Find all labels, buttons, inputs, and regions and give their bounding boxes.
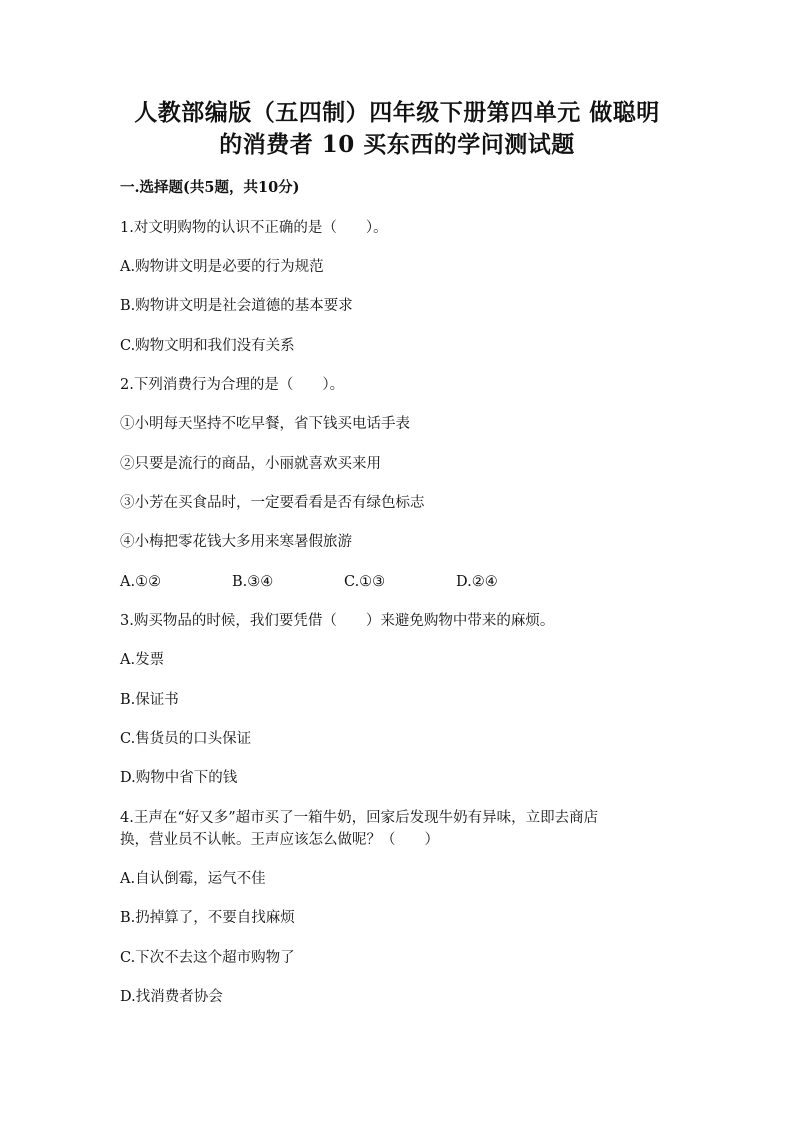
question-2-option-c: C.①③ bbox=[344, 574, 386, 590]
question-2-item-4: ④小梅把零花钱大多用来寒暑假旅游 bbox=[120, 534, 352, 550]
question-4-stem-line-1: 4.王声在“好又多”超市买了一箱牛奶，回家后发现牛奶有异味，立即去商店 bbox=[120, 810, 599, 826]
question-4-stem-line-2: 换，营业员不认帐。王声应该怎么做呢？（ ） bbox=[120, 832, 439, 848]
document-title-line-2: 的消费者 10 买东西的学问测试题 bbox=[219, 131, 575, 158]
question-2-item-3: ③小芳在买食品时，一定要看看是否有绿色标志 bbox=[120, 495, 425, 511]
question-2-stem: 2.下列消费行为合理的是（ ）。 bbox=[120, 377, 345, 393]
section-heading: 一.选择题(共5题，共10分) bbox=[120, 179, 300, 196]
question-2-option-a: A.①② bbox=[120, 574, 162, 590]
question-2-options bbox=[120, 572, 680, 592]
question-2-item-2: ②只要是流行的商品，小丽就喜欢买来用 bbox=[120, 456, 381, 472]
question-3-option-a: A.发票 bbox=[120, 652, 165, 668]
question-2-option-b: B.③④ bbox=[232, 574, 274, 590]
question-3-option-b: B.保证书 bbox=[120, 692, 179, 708]
question-2-item-1: ①小明每天坚持不吃早餐，省下钱买电话手表 bbox=[120, 416, 410, 432]
question-4-option-d: D.找消费者协会 bbox=[120, 989, 223, 1005]
question-4-option-a: A.自认倒霉，运气不佳 bbox=[120, 871, 266, 887]
question-3-option-d: D.购物中省下的钱 bbox=[120, 770, 238, 786]
question-1-option-c: C.购物文明和我们没有关系 bbox=[120, 338, 295, 354]
document-title-line-1: 人教部编版（五四制）四年级下册第四单元 做聪明 bbox=[134, 99, 660, 126]
question-3-option-c: C.售货员的口头保证 bbox=[120, 731, 252, 747]
question-3-stem: 3.购买物品的时候，我们要凭借（ ）来避免购物中带来的麻烦。 bbox=[120, 613, 555, 629]
question-4-option-c: C.下次不去这个超市购物了 bbox=[120, 950, 295, 966]
question-1-option-b: B.购物讲文明是社会道德的基本要求 bbox=[120, 298, 353, 314]
question-2-option-d: D.②④ bbox=[456, 574, 498, 590]
question-1-stem: 1.对文明购物的认识不正确的是（ ）。 bbox=[120, 220, 388, 236]
question-1-option-a: A.购物讲文明是必要的行为规范 bbox=[120, 259, 324, 275]
question-4-option-b: B.扔掉算了，不要自找麻烦 bbox=[120, 910, 295, 926]
